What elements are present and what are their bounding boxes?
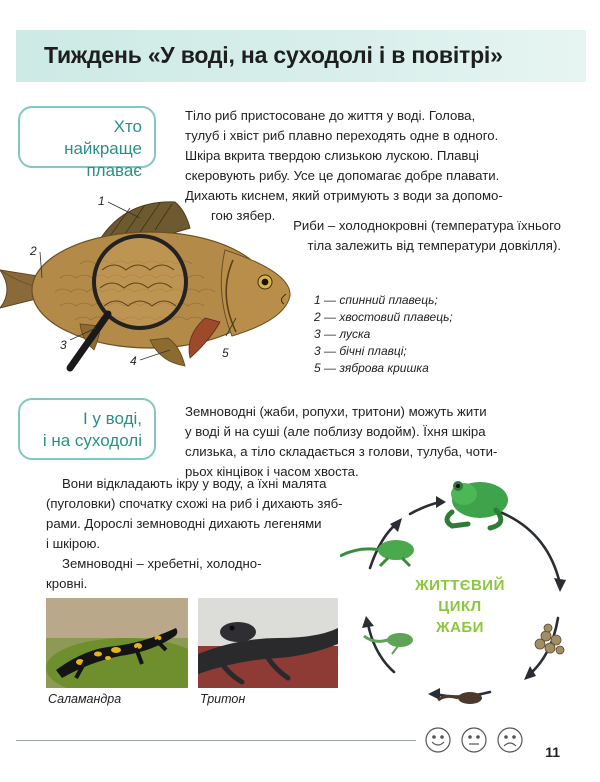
fish-label-1: 1 [98,194,105,208]
text-line: тулуб і хвіст риб плавно переходять одне в одного. [185,128,499,143]
vertebrates-paragraph [46,554,346,594]
happy-face-icon [426,728,450,752]
text-line: рьох кінцівок і часом хвоста. [185,464,359,479]
text-line: Дихають киснем, який отримують з води за допомо- [185,188,503,203]
cycle-label-line: ЦИКЛ [438,598,482,615]
tadpole-icon [438,692,482,704]
text-line: скеровують рибу. Усе це допомагає добре плавати. [185,168,500,183]
salamander-caption: Саламандра [48,692,122,706]
text-line: слизька, а тіло складається з голови, тулуба, чоти- [185,444,498,459]
text-line: Риби – холоднокровні (температура їхнього [293,218,561,233]
salamander-photo [46,598,188,688]
legend-item: 1 — спинний плавець; [314,293,438,307]
newt-photo [198,598,338,688]
mood-faces [424,726,536,756]
cycle-label-line: ЖАБИ [436,619,484,636]
text-line: гою зябер. [211,208,276,223]
cycle-label-line: ЖИТТЄВИЙ [415,577,505,594]
page-title: Тиждень «У воді, на суходолі і в повітрі» [44,42,503,68]
legend-item: 2 — хвостовий плавець; [314,310,453,324]
text-line: (пуголовки) спочатку схожі на риб і дихають зяб- [46,496,343,511]
section-tag-amphibians [18,398,156,460]
fish-illustration [0,190,300,380]
text-line: кровні. [46,576,88,591]
text-line: Земноводні (жаби, ропухи, тритони) можуть жити [185,404,487,419]
text-line: Земноводні – хребетні, холодно- [62,556,262,571]
text-line: і шкірою. [46,536,101,551]
footer-divider [16,740,416,741]
text-line: Шкіра вкрита твердою слизькою лускою. Плавці [185,148,479,163]
tag-line: плаває [86,161,142,180]
tag-line: і на суходолі [42,431,142,450]
text-line: рами. Дорослі земноводні дихають легенями [46,516,322,531]
tag-line: І у воді, [82,409,142,428]
fish-label-3: 3 [60,338,67,352]
fish-label-5: 5 [222,346,229,360]
text-line: тіла залежить від температури довкілля). [307,238,561,253]
sad-face-icon [498,728,522,752]
newt-caption: Тритон [200,692,246,706]
section-tag-swimming [18,106,156,180]
text-line: у воді й на суші (але поблизу водойм). Їхня шкіра [185,424,486,439]
text-line: Тіло риб пристосоване до життя у воді. Голова, [185,108,476,123]
frog-life-cycle-diagram [340,468,590,708]
text-line: Вони відкладають ікру у воду, а їхні малята [62,476,327,491]
adult-frog-icon [447,481,508,528]
fish-label-4: 4 [130,354,137,368]
fish-label-2: 2 [30,244,37,258]
legend-item: 3 — луска [314,327,371,341]
neutral-face-icon [462,728,486,752]
fish-legend [314,292,453,377]
legend-item: 3 — бічні плавці; [314,344,407,358]
frog-eggs-icon [535,624,564,654]
legend-item: 5 — зяброва кришка [314,361,429,375]
page-number: 11 [545,744,560,760]
tag-line: Хто найкраще [64,117,142,158]
